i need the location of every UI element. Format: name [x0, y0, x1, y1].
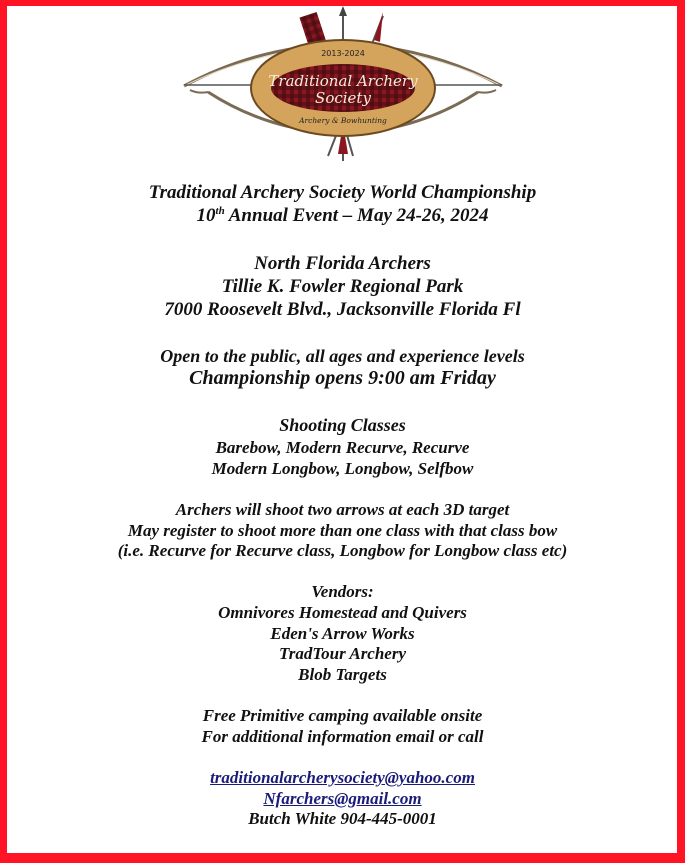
- edition-number: 10: [196, 205, 216, 226]
- vendor-item: Omnivores Homestead and Quivers: [218, 603, 467, 622]
- venue-park: Tillie K. Fowler Regional Park: [221, 276, 464, 297]
- championship-opens: Championship opens 9:00 am Friday: [189, 367, 496, 389]
- vendor-item: TradTour Archery: [278, 644, 407, 663]
- logo-tagline: Archery & Bowhunting: [299, 116, 387, 125]
- event-title: Traditional Archery Society World Championship: [148, 182, 537, 203]
- logo-name-line1: Traditional Archery: [268, 72, 418, 90]
- edition-suffix: th: [215, 205, 225, 217]
- email-gmail-row: [0, 789, 685, 809]
- logo-years: 2013-2024: [321, 49, 365, 58]
- logo-name-line2: Society: [315, 89, 371, 107]
- phone-contact: Butch White 904-445-0001: [248, 809, 437, 828]
- classes-line-1: Barebow, Modern Recurve, Recurve: [215, 438, 470, 457]
- venue-host: North Florida Archers: [254, 253, 431, 274]
- email-link-gmail[interactable]: Nfarchers@gmail.com: [263, 789, 422, 808]
- venue-address: 7000 Roosevelt Blvd., Jacksonville Florida Fl: [164, 299, 521, 320]
- contact-prompt: For additional information email or call: [201, 727, 484, 746]
- camping-info: Free Primitive camping available onsite: [202, 706, 483, 725]
- classes-heading: Shooting Classes: [279, 415, 406, 435]
- vendor-item: Eden's Arrow Works: [270, 624, 415, 643]
- traditional-archery-society-logo: [178, 6, 508, 166]
- classes-line-2: Modern Longbow, Longbow, Selfbow: [211, 459, 474, 478]
- event-edition: [0, 205, 685, 227]
- vendor-item: Blob Targets: [298, 665, 387, 684]
- email-link-yahoo[interactable]: traditionalarcherysociety@yahoo.com: [210, 768, 475, 787]
- open-to-public: Open to the public, all ages and experience levels: [160, 346, 525, 366]
- rule-line-1: Archers will shoot two arrows at each 3D target: [175, 500, 510, 519]
- vendors-heading: Vendors:: [311, 582, 374, 601]
- rule-line-2: May register to shoot more than one class with that class bow: [127, 521, 558, 540]
- email-yahoo-row: [0, 768, 685, 788]
- edition-details: Annual Event – May 24-26, 2024: [224, 205, 489, 226]
- rule-line-3: (i.e. Recurve for Recurve class, Longbow for Longbow class etc): [117, 541, 568, 560]
